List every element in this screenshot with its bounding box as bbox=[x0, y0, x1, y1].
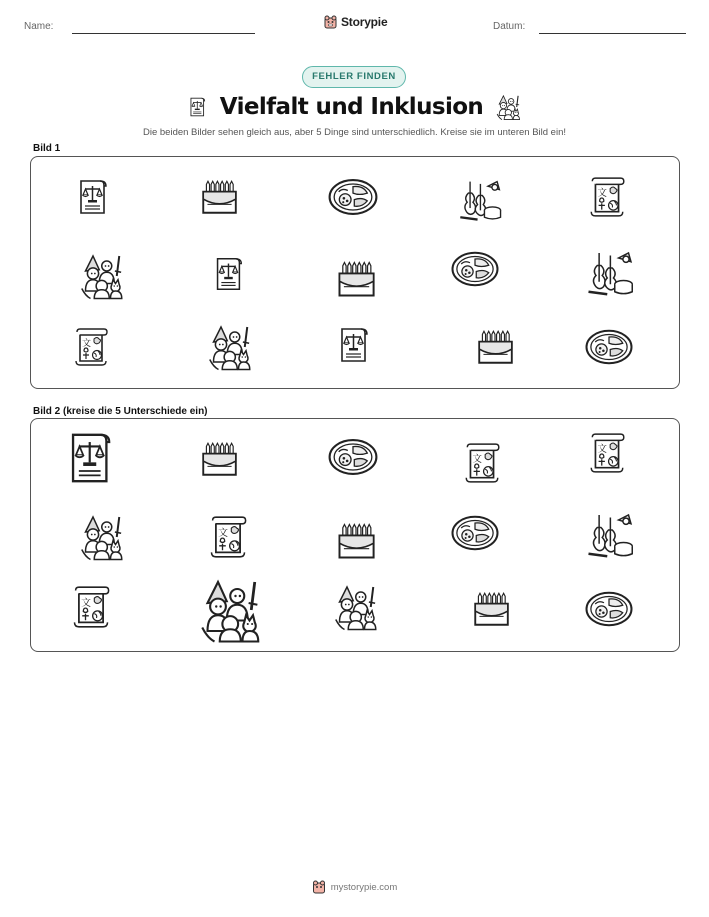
food-plate-icon bbox=[327, 171, 379, 223]
culture-scroll-icon bbox=[71, 327, 111, 367]
diverse-kids-icon bbox=[206, 322, 256, 372]
footer bbox=[0, 880, 709, 894]
music-instruments-icon[interactable] bbox=[586, 510, 636, 560]
date-field[interactable] bbox=[539, 33, 686, 34]
culture-scroll-icon[interactable] bbox=[586, 432, 628, 474]
title-row bbox=[0, 90, 709, 124]
picture1-label: Bild 1 bbox=[33, 143, 61, 154]
storypie-mascot-icon bbox=[312, 880, 326, 894]
law-document-icon bbox=[72, 177, 112, 217]
date-label: Datum: bbox=[493, 21, 526, 32]
page-title: Vielfalt und Inklusion bbox=[219, 94, 484, 120]
diverse-kids-icon bbox=[78, 251, 128, 301]
food-plate-icon[interactable] bbox=[584, 584, 634, 634]
diverse-kids-icon[interactable] bbox=[197, 575, 267, 645]
brand-logo bbox=[324, 15, 387, 29]
picture1-panel bbox=[30, 156, 680, 389]
law-document-icon bbox=[186, 96, 208, 118]
food-plate-icon[interactable] bbox=[327, 431, 379, 483]
picture2-panel[interactable] bbox=[30, 418, 680, 652]
crayon-box-icon[interactable] bbox=[334, 519, 378, 563]
food-plate-icon[interactable] bbox=[450, 508, 500, 558]
activity-badge: FEHLER FINDEN bbox=[302, 66, 406, 88]
name-label: Name: bbox=[24, 21, 54, 32]
food-plate-icon bbox=[584, 322, 634, 372]
diverse-kids-icon[interactable] bbox=[332, 582, 382, 632]
diverse-kids-icon[interactable] bbox=[78, 512, 128, 562]
music-instruments-icon bbox=[458, 177, 504, 223]
culture-scroll-icon bbox=[586, 176, 628, 218]
name-field[interactable] bbox=[72, 33, 255, 34]
picture2-label: Bild 2 (kreise die 5 Unterschiede ein) bbox=[33, 406, 208, 417]
footer-url: mystorypie.com bbox=[330, 881, 398, 893]
crayon-box-icon bbox=[474, 326, 516, 368]
crayon-box-icon bbox=[198, 176, 240, 218]
brand-name: Storypie bbox=[341, 15, 388, 29]
culture-scroll-icon[interactable] bbox=[461, 442, 503, 484]
crayon-box-icon bbox=[334, 257, 378, 301]
law-document-icon[interactable] bbox=[60, 429, 118, 487]
worksheet-header bbox=[0, 14, 709, 44]
storypie-mascot-icon bbox=[324, 15, 337, 29]
culture-scroll-icon[interactable] bbox=[69, 585, 113, 629]
crayon-box-icon[interactable] bbox=[198, 438, 240, 480]
law-document-icon bbox=[333, 325, 373, 365]
diverse-kids-icon bbox=[495, 93, 523, 121]
music-instruments-icon bbox=[586, 248, 636, 298]
culture-scroll-icon[interactable] bbox=[206, 515, 250, 559]
food-plate-icon bbox=[450, 244, 500, 294]
instructions: Die beiden Bilder sehen gleich aus, aber 5 Dinge sind unterschiedlich. Kreise sie im unteren Bild ein! bbox=[143, 127, 566, 138]
law-document-icon bbox=[209, 255, 247, 293]
crayon-box-icon[interactable] bbox=[470, 588, 512, 630]
